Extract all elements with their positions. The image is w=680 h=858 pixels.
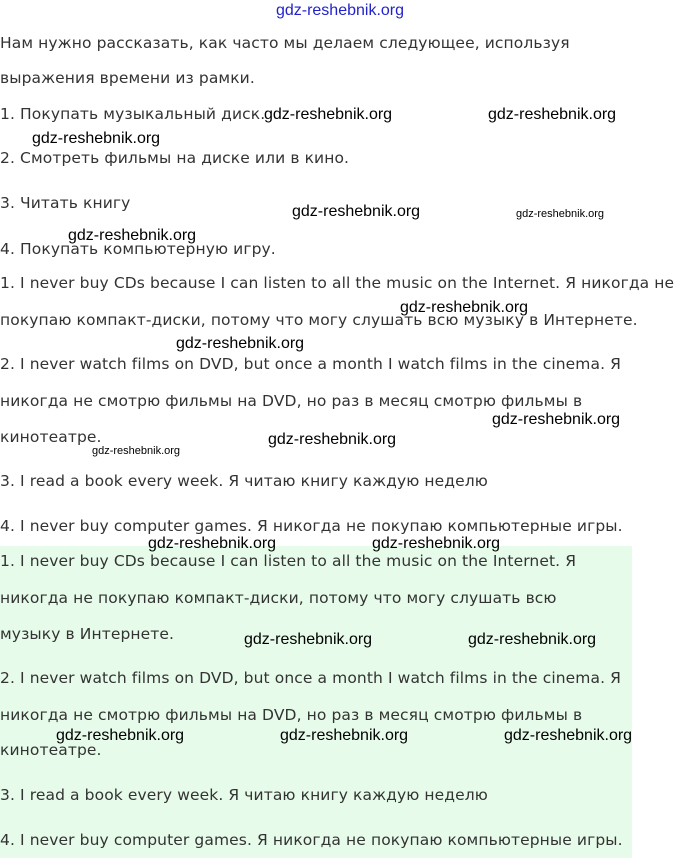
answer-line-7: 3. I read a book every week. Я читаю книгу каждую неделю	[0, 786, 488, 804]
translation-line-5: кинотеатре.	[0, 428, 102, 446]
task-intro-line-1: Нам нужно рассказать, как часто мы делаем следующее, используя	[0, 34, 570, 52]
translation-line-7: 4. I never buy computer games. Я никогда не покупаю компьютерные игры.	[0, 517, 623, 535]
task-item-1: 1. Покупать музыкальный диск.	[0, 105, 266, 123]
watermark: gdz-reshebnik.org	[148, 535, 277, 552]
watermark: gdz-reshebnik.org	[32, 130, 161, 147]
task-item-4: 4. Покупать компьютерную игру.	[0, 240, 276, 258]
answer-line-6: кинотеатре.	[0, 741, 102, 759]
watermark: gdz-reshebnik.org	[244, 631, 373, 648]
translation-line-4: никогда не смотрю фильмы на DVD, но раз в месяц смотрю фильмы в	[0, 392, 583, 410]
site-header-watermark[interactable]: gdz-reshebnik.org	[275, 2, 405, 19]
watermark: gdz-reshebnik.org	[492, 411, 621, 428]
task-item-2: 2. Смотреть фильмы на диске или в кино.	[0, 149, 350, 167]
task-item-3: 3. Читать книгу	[0, 194, 131, 212]
watermark: gdz-reshebnik.org	[176, 335, 305, 352]
watermark: gdz-reshebnik.org	[516, 208, 605, 220]
answer-line-2: никогда не покупаю компакт-диски, потому что могу слушать всю	[0, 589, 557, 607]
watermark: gdz-reshebnik.org	[372, 535, 501, 552]
watermark: gdz-reshebnik.org	[468, 631, 597, 648]
watermark: gdz-reshebnik.org	[488, 106, 617, 123]
watermark: gdz-reshebnik.org	[400, 299, 529, 316]
answer-line-1: 1. I never buy CDs because I can listen to all the music on the Internet. Я	[0, 552, 577, 570]
answer-line-4: 2. I never watch films on DVD, but once a month I watch films in the cinema. Я	[0, 669, 622, 687]
watermark: gdz-reshebnik.org	[68, 227, 197, 244]
watermark: gdz-reshebnik.org	[268, 431, 397, 448]
watermark: gdz-reshebnik.org	[504, 727, 633, 744]
watermark: gdz-reshebnik.org	[280, 727, 409, 744]
translation-line-6: 3. I read a book every week. Я читаю книгу каждую неделю	[0, 472, 488, 490]
translation-line-2: покупаю компакт-диски, потому что могу слушать всю музыку в Интернете.	[0, 311, 638, 329]
answer-line-3: музыку в Интернете.	[0, 625, 175, 643]
translation-line-3: 2. I never watch films on DVD, but once a month I watch films in the cinema. Я	[0, 355, 622, 373]
watermark: gdz-reshebnik.org	[56, 727, 185, 744]
watermark: gdz-reshebnik.org	[292, 203, 421, 220]
watermark: gdz-reshebnik.org	[264, 106, 393, 123]
answer-line-8: 4. I never buy computer games. Я никогда не покупаю компьютерные игры.	[0, 831, 623, 849]
watermark: gdz-reshebnik.org	[92, 445, 181, 457]
answer-line-5: никогда не смотрю фильмы на DVD, но раз в месяц смотрю фильмы в	[0, 706, 583, 724]
translation-line-1: 1. I never buy CDs because I can listen to all the music on the Internet. Я никогда не	[0, 274, 675, 292]
task-intro-line-2: выражения времени из рамки.	[0, 69, 255, 87]
